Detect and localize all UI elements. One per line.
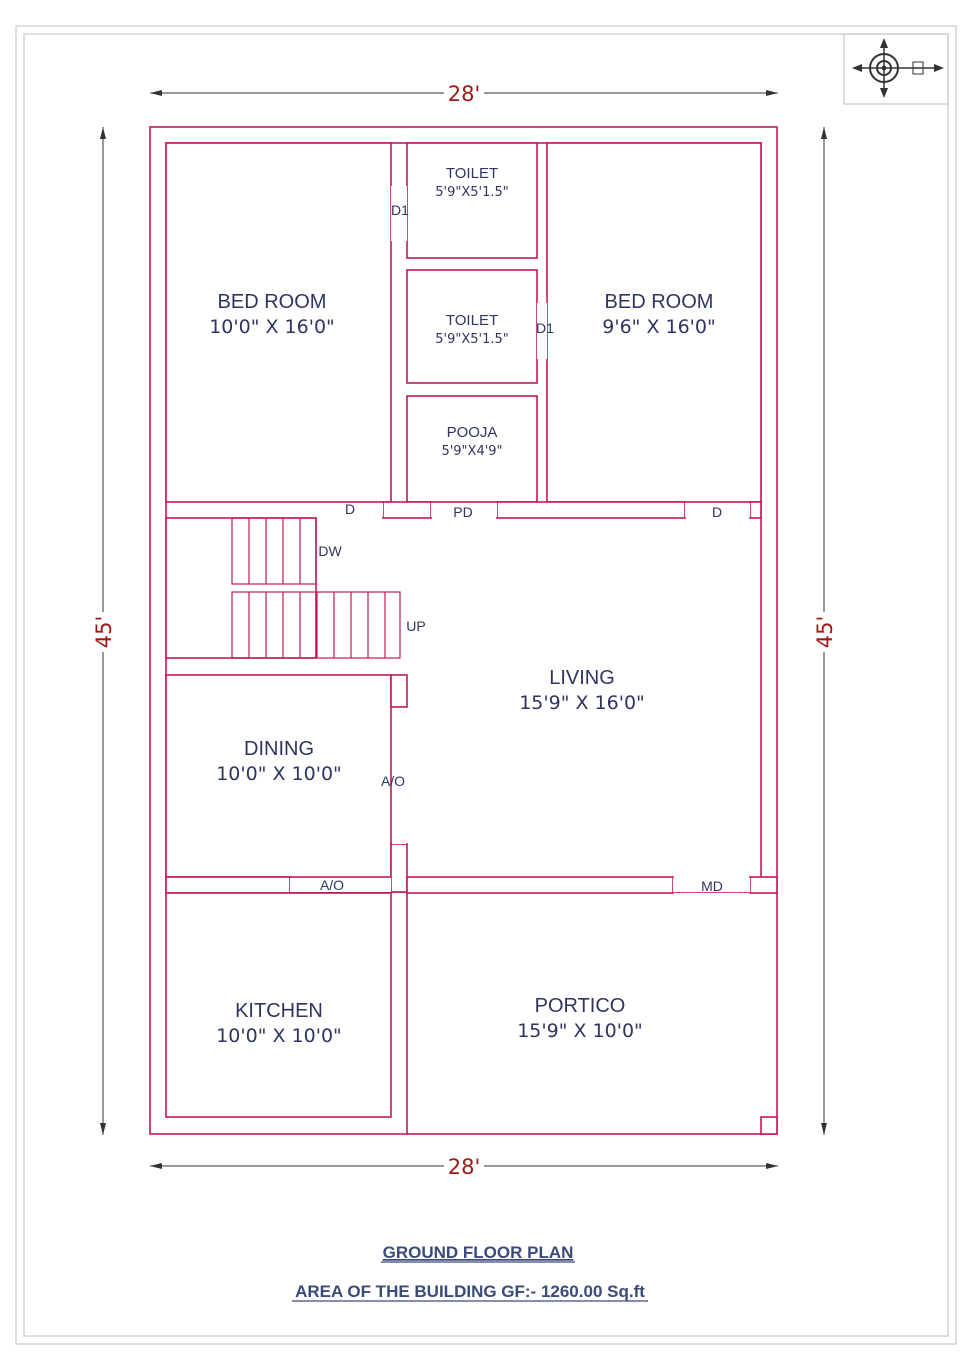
- pooja-door-tag: PD: [453, 504, 473, 520]
- living-size: 15'9" X 16'0": [519, 692, 645, 714]
- north-compass-icon: [844, 34, 948, 104]
- bed-room-left-name: BED ROOM: [217, 291, 327, 313]
- living-name: LIVING: [549, 667, 615, 689]
- left-depth-label: 45': [92, 615, 116, 649]
- main-door-tag: MD: [701, 878, 723, 894]
- stair-down-tag: DW: [318, 543, 342, 559]
- walls: [150, 127, 777, 1134]
- dining-name: DINING: [244, 738, 314, 760]
- bed-room-right-size: 9'6" X 16'0": [602, 316, 716, 338]
- kitchen-opening-tag: A/O: [319, 877, 345, 893]
- pooja-name: POOJA: [446, 424, 498, 441]
- top-width-label: 28': [447, 82, 481, 106]
- portico-name: PORTICO: [534, 995, 626, 1017]
- toilet-top-size: 5'9"X5'1.5": [435, 185, 509, 200]
- toilet-top-name: TOILET: [445, 165, 499, 182]
- bottom-width-label: 28': [447, 1155, 481, 1179]
- door-d1-top-tag: D1: [391, 202, 409, 218]
- portico-size: 15'9" X 10'0": [517, 1020, 643, 1042]
- bed-room-left-size: 10'0" X 16'0": [209, 316, 335, 338]
- stair-up-tag: UP: [406, 618, 426, 634]
- toilet-mid-name: TOILET: [445, 312, 499, 329]
- right-depth-label: 45': [813, 615, 837, 649]
- dining-size: 10'0" X 10'0": [216, 763, 342, 785]
- pooja-size: 5'9"X4'9": [441, 444, 503, 459]
- dining-opening-tag: A/O: [380, 773, 406, 789]
- building-area: AREA OF THE BUILDING GF:- 1260.00 Sq.ft: [295, 1282, 645, 1301]
- door-d-left-tag: D: [344, 501, 356, 517]
- toilet-mid-size: 5'9"X5'1.5": [435, 332, 509, 347]
- kitchen-name: KITCHEN: [235, 1000, 323, 1022]
- door-d1-mid-tag: D1: [536, 320, 554, 336]
- door-d-right-tag: D: [711, 504, 723, 520]
- kitchen-size: 10'0" X 10'0": [216, 1025, 342, 1047]
- plan-title: GROUND FLOOR PLAN: [382, 1243, 574, 1262]
- bed-room-right-name: BED ROOM: [604, 291, 714, 313]
